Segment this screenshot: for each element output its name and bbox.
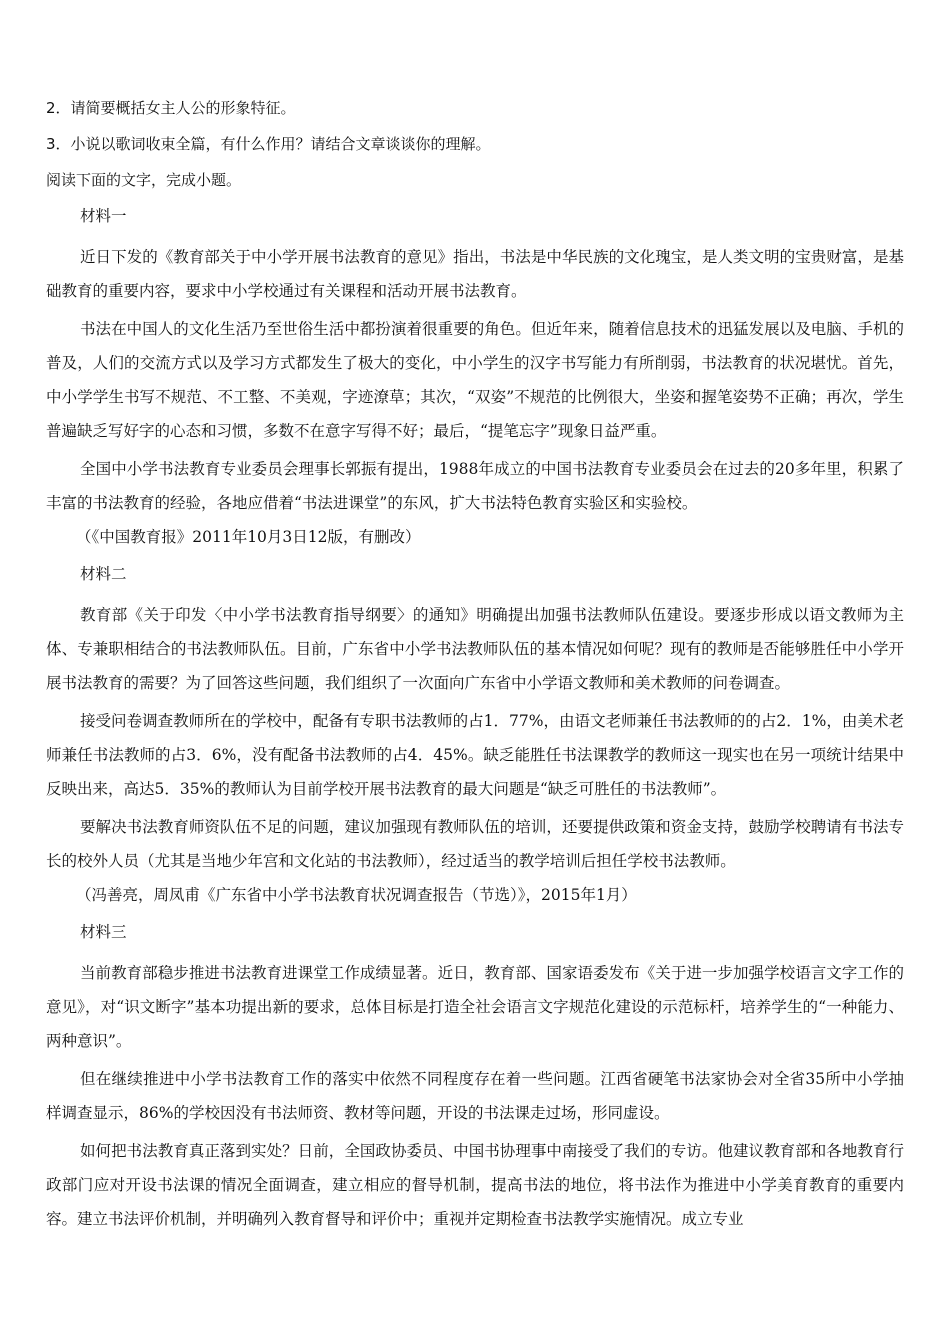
material-3-paragraph: 当前教育部稳步推进书法教育进课堂工作成绩显著。近日，教育部、国家语委发布《关于进一步加强学校语言文字工作的意见》，对“识文断字”基本功提出新的要求，总体目标是打造全社会语言文字规范化建设的示范标杆，培养学生的“一种能力、两种意识”。 bbox=[46, 964, 904, 1050]
material-2-paragraph: 要解决书法教育师资队伍不足的问题，建议加强现有教师队伍的培训，还要提供政策和资金支持，鼓励学校聘请有书法专长的校外人员（尤其是当地少年宫和文化站的书法教师），经过适当的教学培训后担任学校书法教师。 bbox=[46, 818, 904, 870]
material-2-paragraph: 接受问卷调查教师所在的学校中，配备有专职书法教师的占1．77%，由语文老师兼任书法教师的的占2．1%，由美术老师兼任书法教师的占3．6%，没有配备书法教师的占4．45%。缺乏能胜任书法课教学的教师这一现实也在另一项统计结果中反映出来，高达5．35%的教师认为目前学校开展书法教育的最大问题是“缺乏可胜任的书法教师”。 bbox=[46, 712, 904, 798]
document-content bbox=[46, 96, 904, 1240]
question-2: 2．请简要概括女主人公的形象特征。 bbox=[46, 99, 296, 117]
material-2-heading: 材料二 bbox=[80, 565, 127, 583]
material-1-heading: 材料一 bbox=[80, 207, 127, 225]
material-1-paragraph: 近日下发的《教育部关于中小学开展书法教育的意见》指出，书法是中华民族的文化瑰宝，是人类文明的宝贵财富，是基础教育的重要内容，要求中小学校通过有关课程和活动开展书法教育。 bbox=[46, 248, 904, 300]
material-3-heading: 材料三 bbox=[80, 923, 127, 941]
material-2-paragraph: 教育部《关于印发〈中小学书法教育指导纲要〉的通知》明确提出加强书法教师队伍建设。要逐步形成以语文教师为主体、专兼职相结合的书法教师队伍。目前，广东省中小学书法教师队伍的基本情况如何呢？现有的教师是否能够胜任中小学开展书法教育的需要？为了回答这些问题，我们组织了一次面向广东省中小学语文教师和美术教师的问卷调查。 bbox=[46, 606, 904, 692]
material-1-paragraph: 书法在中国人的文化生活乃至世俗生活中都扮演着很重要的角色。但近年来，随着信息技术的迅猛发展以及电脑、手机的普及，人们的交流方式以及学习方式都发生了极大的变化，中小学生的汉字书写能力有所削弱，书法教育的状况堪忧。首先，中小学学生书写不规范、不工整、不美观，字迹潦草；其次，“双姿”不规范的比例很大，坐姿和握笔姿势不正确；再次，学生普遍缺乏写好字的心态和习惯，多数不在意字写得不好；最后，“提笔忘字”现象日益严重。 bbox=[46, 320, 904, 440]
material-1-paragraph: 全国中小学书法教育专业委员会理事长郭振有提出，1988年成立的中国书法教育专业委员会在过去的20多年里，积累了丰富的书法教育的经验，各地应借着“书法进课堂”的东风，扩大书法特色教育实验区和实验校。 bbox=[46, 460, 904, 512]
question-3: 3．小说以歌词收束全篇，有什么作用？请结合文章谈谈你的理解。 bbox=[46, 135, 491, 153]
material-1-source: （《中国教育报》2011年10月3日12版，有删改） bbox=[76, 528, 421, 546]
reading-instruction: 阅读下面的文字，完成小题。 bbox=[46, 171, 242, 189]
material-2-source: （冯善亮，周凤甫《广东省中小学书法教育状况调查报告（节选）》，2015年1月） bbox=[76, 886, 637, 904]
material-3-paragraph: 但在继续推进中小学书法教育工作的落实中依然不同程度存在着一些问题。江西省硬笔书法家协会对全省35所中小学抽样调查显示，86%的学校因没有书法师资、教材等问题，开设的书法课走过场，形同虚设。 bbox=[46, 1070, 904, 1122]
material-3-paragraph: 如何把书法教育真正落到实处？日前，全国政协委员、中国书协理事中南接受了我们的专访。他建议教育部和各地教育行政部门应对开设书法课的情况全面调查，建立相应的督导机制，提高书法的地位，将书法作为推进中小学美育教育的重要内容。建立书法评价机制，并明确列入教育督导和评价中；重视并定期检查书法教学实施情况。成立专业 bbox=[46, 1142, 904, 1228]
